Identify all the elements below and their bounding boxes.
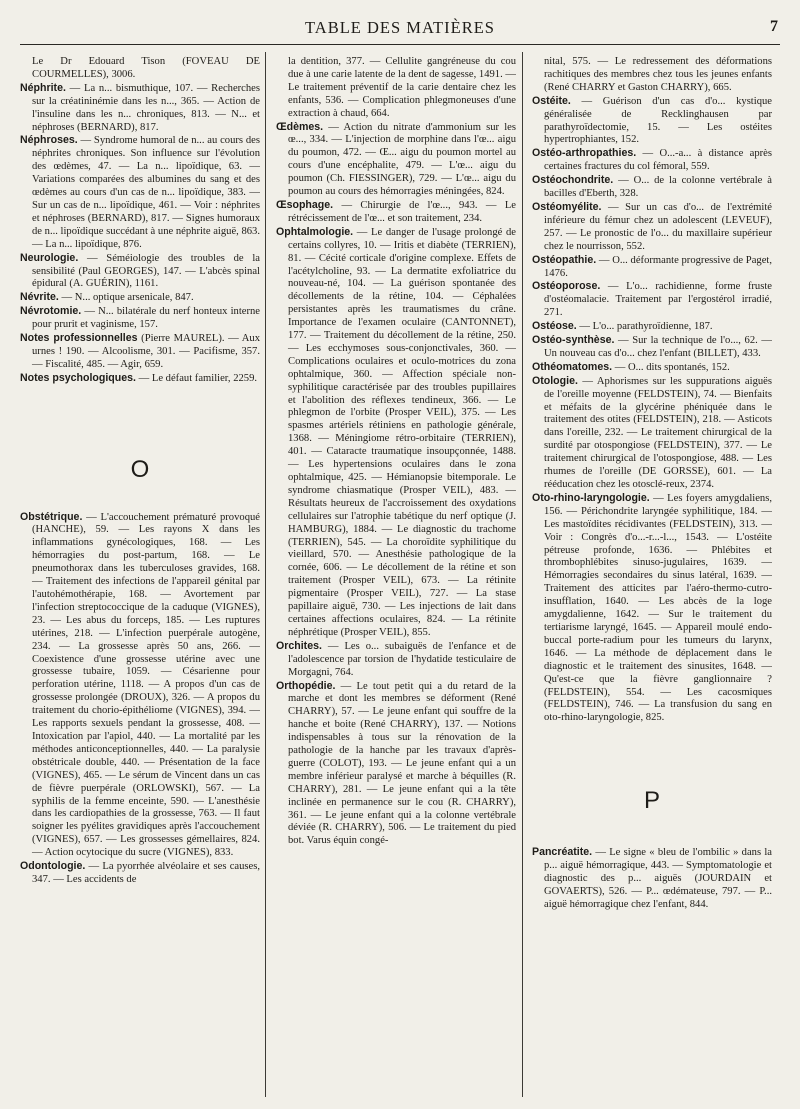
page-number: 7 [770,18,778,35]
index-references: — Guérison d'un cas d'o... kystique généralisée de Recklinghausen par parathyroïdectomie, 15. — Les ostéites hypertrophiantes, 152. [544,95,772,146]
page-title: TABLE DES MATIÈRES [305,18,495,37]
index-references: — N... optique arsenicale, 847. [58,292,194,304]
index-term: Ostéoporose. [532,280,601,293]
index-term: Othéomatomes. [532,360,613,373]
index-entry [532,254,772,281]
index-term: Ostéo-arthropathies. [532,147,637,160]
index-references: — Les o... subaiguës de l'enfance et de l'adolescence par torsion de l'hydatide testiculaire de Morgagni, 764. [288,640,516,678]
index-entry [276,121,516,199]
index-entry [276,640,516,680]
index-references: — Le signe « bleu de l'ombilic » dans la p... aiguë hémorragique, 443. — Symptomatologie et diagnostic des p... aiguës (JOURDAIN et GOVAERTS), 526. — P... œdémateuse, 797. — P... aiguë hémorragique chez l'enfant, 844. [544,847,772,910]
index-references: — O... déformante progressive de Paget, 1476. [544,254,772,279]
index-references: — Le danger de l'usage prolongé de certains collyres, 10. — Iritis et diabète (TERRIEN), 81. — Cécité corticale d'origine complexe. Effets de l'acétylcholine, 93. — La dermatite exfoliatrice du nouveau-né, 104. — La guérison spontanée des décollements de la rétine, 104. — Céphalées persistantes après les traumatismes du crâne. Importance de l'examen oculaire (CANTONNET), 177. — Traitement du décollement de la rétine, 250. — Les ecchymoses sous-conjonctivales, 360. — Complications oculaires et oculo-motrices du zona ophtalmique, 360. — Affection spéciale non-syphilitique caractérisée par des troubles pupillaires et l'abolition des réflexes tendineux, 366. — Le phlegmon de l'orbite (Prosper VEIL), 375. — Les spasmes artériels rétiniens en pathologie générale, 1368. — Méningiome rétro-orbitaire (TERRIEN), 401. — Cataracte traumatique insoupçonnée, 1488. — Les hypertensions oculaires dans le zona ophtalmique, 425. — Hémianopsie bitemporale. Le syndrome chiasmatique (Prosper VEIL), 483. — Résultats heureux de l'accroissement des oxydations cellulaires sur l'atrophie tabétique du nerf optique (J. HAMBURG), 1884. — Le diagnostic du trachome (TERRIEN), 545. — La choroïdite syphilitique du vieillard, 570. — Anesthésie pathologique de la cornée, 606. — Le décollement de la rétine et son traitement (Prosper VEIL), 673. — La rétinite pigmentaire (Prosper VEIL), 727. — La stase papillaire aiguë, 730. — Les injections de lait dans certaines affections oculaires, 824. — La rétinite néphrétique (Prosper VEIL), 855. [288,226,516,638]
index-entry [276,680,516,849]
index-references: — Le défaut familier, 2259. [135,372,258,384]
index-entry [532,846,772,912]
index-term: Orchites. [276,639,322,652]
index-column-1 [20,56,260,1096]
index-term: Ostéomyélite. [532,200,602,213]
index-term: Néphrite. [20,81,66,94]
index-references: — La n... bismuthique, 107. — Recherches sur la créatininémie dans les n..., 365. — Action de l'insuline dans les n... chroniques, 813. — N... et néphroses (BERNARD), 817. [32,82,260,133]
index-term: Ostéopathie. [532,253,597,266]
index-term: Ostéose. [532,320,577,333]
index-references: — Le tout petit qui a du retard de la marche et dont les membres se déforment (René CHARRY), 57. — Le jeune enfant qui souffre de la hanche et boite (René CHARRY), 137. — Notions indispensables à tous sur la rénovation de la pathologie de la hanche par les travaux d'après-guerre (COLOT), 193. — Le jeune enfant qui a un membre inférieur paralysé et marche à béquilles (R. CHARRY), 281. — Le jeune enfant qui a la tête inclinée en permanence sur le cou (R. CHARRY), 361. — Le jeune enfant qui a la colonne vertébrale déviée (R. CHARRY), 506. — Le traitement du pied bot. Varus équin congé- [288,680,516,847]
index-entry [532,147,772,174]
section-letter: P [643,787,660,815]
index-term: Œsophage. [276,198,334,211]
section-letter: O [130,455,150,483]
index-entry [20,291,260,305]
index-term: Œdèmes. [276,120,324,133]
index-term: Neurologie. [20,251,79,264]
index-term: Névrite. [20,291,59,304]
index-term: Notes psychologiques. [20,371,136,384]
index-references: — Les foyers amygdaliens, 156. — Périchondrite laryngée syphilitique, 184. — Les mastoïdites récidivantes (FELDSTEIN), 313. — Voir : Congrès d'o...-r...-l..., 1543. — L'ostéite pétreuse profonde, 1636. — Phlébites et thrombophlébites sinuso-jugulaires, 1639. — Hémorragies secondaires du sinus latéral, 1639. — Traitement des atticites par l'aéro-thermo-cutro-insufflation, 1640. — Les abcès de la loge amygdalienne, 1642. — Sur le traitement du tertiarisme laryngé, 1645. — Appareil moulé endo-buccal porte-radium pour les tumeurs du larynx, 1646. — La méthode de déplacement dans le diagnostic et le traitement des sinusites, 1648. — Qu'est-ce que la fièvre ganglionnaire ? (FELDSTEIN), 554. — Les cacosmiques (FELDSTEIN), 746. — La transfusion du sang en oto-rhino-laryngologie, 825. [544,492,772,724]
index-entry [276,199,516,226]
index-entry [20,372,260,386]
index-references: — L'o... parathyroïdienne, 187. [576,321,713,333]
index-term: Ostéochondrite. [532,174,614,187]
index-term: Ostéo-synthèse. [532,334,615,347]
page-header [20,12,780,46]
column-divider [522,52,523,1097]
index-column-3 [532,56,772,1096]
index-references: — O... dits spontanés, 152. [612,361,730,373]
index-entry [532,174,772,201]
index-entry [532,280,772,320]
index-term: Otologie. [532,374,578,387]
index-references: — Sur un cas d'o... de l'extrémité inférieure du fémur chez un adolescent (LEVEUF), 257. — Le pronostic de l'o... du maxillaire supérieur chez le nourrisson, 552. [544,201,772,252]
index-entry [20,82,260,135]
index-references: — Chirurgie de l'œ..., 943. — Le rétrécissement de l'œ... et son traitement, 234. [288,199,516,224]
index-entry [532,201,772,254]
index-references: (Pierre MAUREL). — Aux urnes ! 190. — Alcoolisme, 301. — Pacifisme, 357. — Fiscalité, 485. — Agir, 659. [32,333,260,370]
column-divider [265,52,266,1097]
index-references: — L'accouchement prématuré provoqué (HANCHE), 59. — Les rayons X dans les inflammations gynécologiques, 168. — Les hémorragies du post-partum, 168. — Le pneumothorax dans les tuberculoses gravides, 168. — Traitement des infections de l'appareil génital par l'autohémothérapie, 168. — Avortement par l'infection streptococcique de la caduque (VIGNES), 23. — Les abus du forceps, 185. — Les ruptures utérines, 218. — L'infection puerpérale autogène, 234. — La grossesse après 50 ans, 266. — Coexistence d'une grossesse utérine avec une grossesse tubaire, 1059. — Césarienne pour perforation utérine, 1118. — A propos d'un cas de grossesse prolongée (DROUX), 326. — A propos du traitement du chorio-épithéliome (VIGNES), 394. — Les rapports sexuels pendant la grossesse, 408. — Intoxication par l'apiol, 440. — La mortalité par les méthodes anticonceptionnelles, 440. — La paralysie obstétricale double, 440. — Présentation de la face (VIGNES), 465. — Le sérum de Vincent dans un cas de fièvre puerpérale (ORLOWSKI), 567. — La syphilis de la femme enceinte, 590. — L'anesthésie dans les cardiopathies de la grossesse, 763. — Il faut soigner les pyélites gravidiques après l'accouchement (VIGNES), 657. — Les grossesses gémellaires, 824. — Action ocytocique du sucre (VIGNES), 833. [32,511,260,859]
index-entry [20,332,260,372]
index-term: Oto-rhino-laryngologie. [532,491,650,504]
index-term: Névrotomie. [20,305,82,318]
index-term: Pancréatite. [532,846,593,859]
index-entry [532,375,772,492]
index-entry-continuation: la dentition, 377. — Cellulite gangréneuse du cou due à une carie latente de la dent de sagesse, 1491. — Le traitement préventif de la carie dentaire chez les enfants, 536. — Complication phlegmoneuses d'une extraction à chaud, 664. [288,56,516,119]
index-entry [532,361,772,375]
index-column-2 [276,56,516,1096]
index-references: — O...-a... à distance après certaines fractures du col fémoral, 559. [544,148,772,173]
index-entry [20,252,260,292]
index-entry [20,511,260,860]
index-entry [276,226,516,640]
index-references: — L'o... rachidienne, forme fruste d'ostéomalacie. Traitement par l'ergostérol irradié, 271. [544,281,772,319]
index-term: Obstétrique. [20,510,83,523]
index-term: Ophtalmologie. [276,225,354,238]
index-entry-continuation: Le Dr Edouard Tison (FOVEAU DE COURMELLES), 3006. [32,56,260,80]
index-references: — N... bilatérale du nerf honteux interne pour prurit et vaginisme, 157. [32,306,260,331]
index-term: Néphroses. [20,134,78,147]
index-references: — Aphorismes sur les suppurations aiguës de l'oreille moyenne (FELDSTEIN), 74. — Bienfaits et méfaits de la glycérine phéniquée dans le traitement des otites (FELDSTEIN), 218. — Asticots dans l'oreille, 232. — Le traitement chirurgical de la surdité par otospongiose (FELDSTEIN), 377. — Le traitement chirurgical de l'otospongiose, 488. — Les rhumes de l'oreille (DE GORSSE), 601. — La rééducation chez les otosclé-reux, 2374. [544,375,772,490]
index-references: — La pyorrhée alvéolaire et ses causes, 347. — Les accidents de [32,861,260,885]
index-entry [20,305,260,332]
index-term: Odontologie. [20,860,86,873]
index-references: — O... de la colonne vertébrale à bacilles d'Eberth, 328. [544,175,772,200]
index-references: — Sur la technique de l'o..., 62. — Un nouveau cas d'o... chez l'enfant (BILLET), 433. [544,335,772,359]
index-entry [532,492,772,725]
index-entry [20,134,260,251]
index-term: Ostéite. [532,94,571,107]
index-entry [532,334,772,361]
index-entry-continuation: nital, 575. — Le redressement des déformations rachitiques des membres chez tous les jeunes enfants (René CHARRY et Gaston CHARRY), 665. [544,56,772,93]
index-entry [532,95,772,148]
index-references: — Action du nitrate d'ammonium sur les œ..., 334. — L'injection de morphine dans l'œ... aigu du poumon, 472. — Œ... aigu du poumon mortel au cours d'une encéphalite, 479. — L'œ... aigu du poumon (Ch. FIESSINGER), 729. — L'œ... aigu du poumon au cours des hémorragies méningées, 824. [288,121,516,198]
index-entry [20,860,260,887]
index-entry [532,320,772,334]
index-references: — Syndrome humoral de n... au cours des néphrites chroniques. Son influence sur l'évolution des œdèmes, 47. — La n... lipoïdique, 63. — Variations comparées des albumines du sang et des œdèmes au cours d'un cas de n... lipoïdique, 383. — Sur un cas de n... lipoïdique, 461. — Voir : néphrites et néphroses (BERNARD), 817. — Signes humoraux de n... lipoïdique succédant à une néphrite aiguë, 863. — La n... lipoïdique, 876. [32,135,260,250]
header-rule [20,44,780,45]
index-references: — Séméiologie des troubles de la sensibilité (Paul GEORGES), 147. — L'abcès spinal épidural (A. GUÉRIN), 1161. [32,252,260,290]
index-term: Orthopédie. [276,679,336,692]
index-term: Notes professionnelles [20,332,138,345]
